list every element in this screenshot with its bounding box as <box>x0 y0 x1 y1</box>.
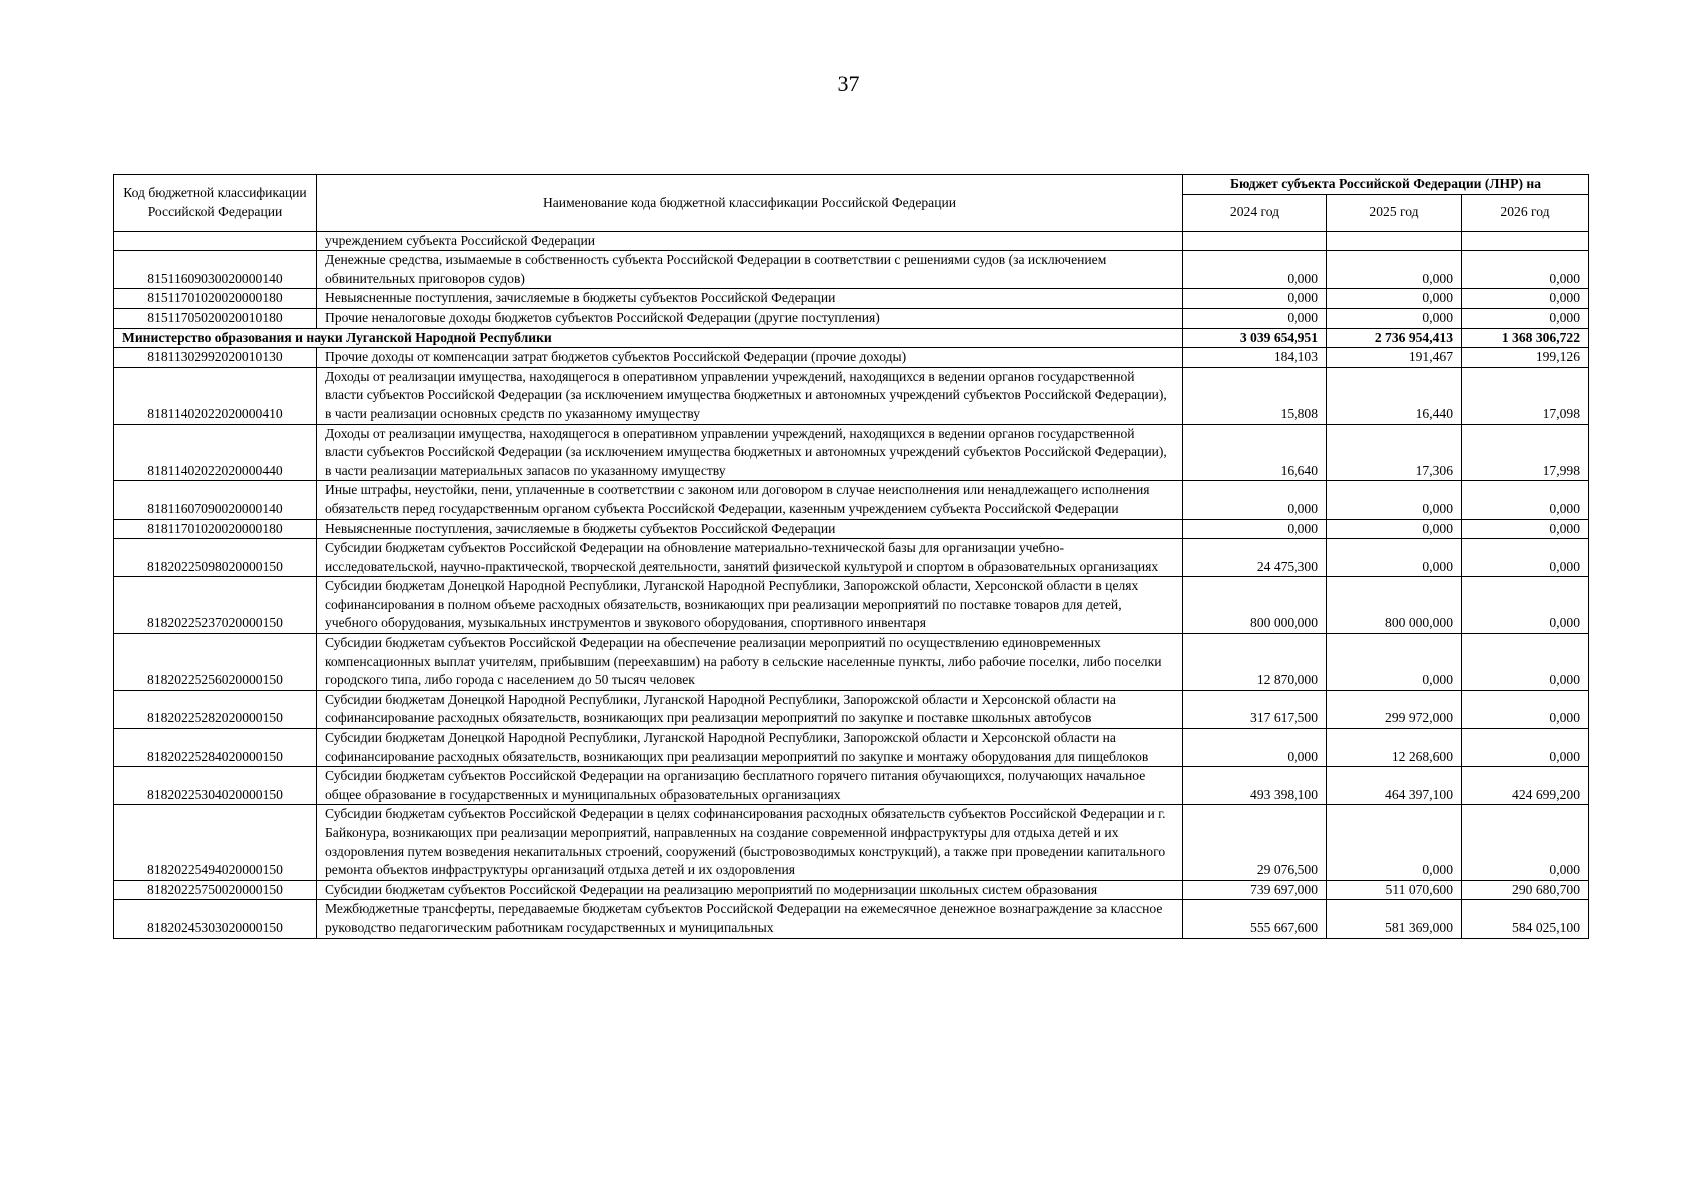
table-row <box>114 481 1589 519</box>
value-2024-cell: 0,000 <box>1183 481 1327 519</box>
value-2025-cell: 464 397,100 <box>1327 767 1462 805</box>
value-2024-cell: 0,000 <box>1183 289 1327 309</box>
value-2025-cell: 0,000 <box>1327 481 1462 519</box>
header-year-2026: 2026 год <box>1462 194 1589 231</box>
budget-code-cell: 81820225284020000150 <box>114 729 317 767</box>
value-2026-cell: 0,000 <box>1462 729 1589 767</box>
value-2024-cell: 12 870,000 <box>1183 634 1327 691</box>
table-row <box>114 634 1589 691</box>
value-2025-cell: 581 369,000 <box>1327 900 1462 938</box>
value-2026-cell: 0,000 <box>1462 289 1589 309</box>
table-row <box>114 767 1589 805</box>
table-header <box>114 175 1589 232</box>
value-2026-cell: 17,998 <box>1462 424 1589 481</box>
table-row <box>114 231 1589 251</box>
value-2026-cell: 0,000 <box>1462 519 1589 539</box>
value-2025-cell: 0,000 <box>1327 289 1462 309</box>
budget-code-cell: 81811302992020010130 <box>114 348 317 368</box>
budget-code-cell: 81820225494020000150 <box>114 805 317 880</box>
value-2024-cell: 29 076,500 <box>1183 805 1327 880</box>
table-row <box>114 900 1589 938</box>
budget-name-cell: Субсидии бюджетам субъектов Российской Федерации в целях софинансирования расходных обязательств субъектов Российской Федерации и г. Байконура, возникающих при реализации мероприятий, направленных на создание современной инфраструктуры для отдыха детей и их оздоровления путем возведения некапитальных строений, сооружений (быстровозводимых конструкций), а также при проведении капитального ремонта объектов инфраструктуры организаций отдыха детей и их оздоровления <box>317 805 1183 880</box>
budget-code-cell <box>114 231 317 251</box>
value-2026-cell: 424 699,200 <box>1462 767 1589 805</box>
value-2026-cell: 0,000 <box>1462 634 1589 691</box>
value-2025-cell: 299 972,000 <box>1327 690 1462 728</box>
budget-name-cell: Субсидии бюджетам Донецкой Народной Республики, Луганской Народной Республики, Запорожской области, Херсонской области в целях софинансирования в полном объеме расходных обязательств, возникающих при реализации мероприятий по поставке товаров для детей, учебного оборудования, музыкальных инструментов и звукового оборудования, спортивного инвентаря <box>317 577 1183 634</box>
value-2024-cell: 317 617,500 <box>1183 690 1327 728</box>
table-row <box>114 519 1589 539</box>
table-row <box>114 880 1589 900</box>
budget-name-cell: Доходы от реализации имущества, находящегося в оперативном управлении учреждений, находящихся в ведении органов государственной власти субъектов Российской Федерации (за исключением имущества бюджетных и автономных учреждений субъектов Российской Федерации), в части реализации основных средств по указанному имуществу <box>317 367 1183 424</box>
budget-name-cell: учреждением субъекта Российской Федерации <box>317 231 1183 251</box>
value-2024-cell: 0,000 <box>1183 251 1327 289</box>
value-2025-cell: 2 736 954,413 <box>1327 328 1462 348</box>
budget-code-cell: 81511609030020000140 <box>114 251 317 289</box>
ministry-total-label: Министерство образования и науки Луганской Народной Республики <box>114 328 1183 348</box>
value-2024-cell: 3 039 654,951 <box>1183 328 1327 348</box>
value-2024-cell: 0,000 <box>1183 308 1327 328</box>
budget-code-cell: 81820245303020000150 <box>114 900 317 938</box>
value-2026-cell <box>1462 231 1589 251</box>
value-2024-cell: 0,000 <box>1183 519 1327 539</box>
value-2024-cell: 184,103 <box>1183 348 1327 368</box>
page-number: 37 <box>837 71 860 96</box>
value-2025-cell: 0,000 <box>1327 251 1462 289</box>
value-2025-cell: 0,000 <box>1327 634 1462 691</box>
value-2026-cell: 290 680,700 <box>1462 880 1589 900</box>
table-row <box>114 577 1589 634</box>
table-row <box>114 539 1589 577</box>
budget-name-cell: Субсидии бюджетам Донецкой Народной Республики, Луганской Народной Республики, Запорожской области и Херсонской области на софинансирование расходных обязательств, возникающих при реализации мероприятий по закупке и монтажу оборудования для пищеблоков <box>317 729 1183 767</box>
budget-code-cell: 81511701020020000180 <box>114 289 317 309</box>
value-2024-cell: 493 398,100 <box>1183 767 1327 805</box>
header-year-2025: 2025 год <box>1327 194 1462 231</box>
value-2025-cell: 17,306 <box>1327 424 1462 481</box>
budget-name-cell: Субсидии бюджетам субъектов Российской Федерации на обеспечение реализации мероприятий по осуществлению единовременных компенсационных выплат учителям, прибывшим (переехавшим) на работу в сельские населенные пункты, либо рабочие поселки, либо поселки городского типа, либо города с населением до 50 тысяч человек <box>317 634 1183 691</box>
budget-code-cell: 81811402022020000440 <box>114 424 317 481</box>
value-2024-cell: 800 000,000 <box>1183 577 1327 634</box>
header-year-2024: 2024 год <box>1183 194 1327 231</box>
budget-name-cell: Невыясненные поступления, зачисляемые в бюджеты субъектов Российской Федерации <box>317 519 1183 539</box>
budget-code-cell: 81820225237020000150 <box>114 577 317 634</box>
table-row <box>114 308 1589 328</box>
table-row <box>114 424 1589 481</box>
value-2025-cell: 511 070,600 <box>1327 880 1462 900</box>
budget-name-cell: Субсидии бюджетам субъектов Российской Федерации на обновление материально-технической базы для организации учебно-исследовательской, научно-практической, творческой деятельности, занятий физической культурой и спортом в образовательных организациях <box>317 539 1183 577</box>
budget-code-cell: 81820225282020000150 <box>114 690 317 728</box>
value-2026-cell: 17,098 <box>1462 367 1589 424</box>
header-code: Код бюджетной классификации Российской Федерации <box>114 175 317 232</box>
budget-name-cell: Субсидии бюджетам Донецкой Народной Республики, Луганской Народной Республики, Запорожской области и Херсонской области на софинансирование расходных обязательств, возникающих при реализации мероприятий по закупке и поставке школьных автобусов <box>317 690 1183 728</box>
value-2026-cell: 0,000 <box>1462 577 1589 634</box>
value-2025-cell: 0,000 <box>1327 805 1462 880</box>
budget-code-cell: 81820225256020000150 <box>114 634 317 691</box>
value-2026-cell: 199,126 <box>1462 348 1589 368</box>
table-row <box>114 729 1589 767</box>
budget-name-cell: Субсидии бюджетам субъектов Российской Федерации на реализацию мероприятий по модернизации школьных систем образования <box>317 880 1183 900</box>
value-2024-cell: 16,640 <box>1183 424 1327 481</box>
budget-name-cell: Прочие доходы от компенсации затрат бюджетов субъектов Российской Федерации (прочие доходы) <box>317 348 1183 368</box>
value-2024-cell: 555 667,600 <box>1183 900 1327 938</box>
value-2024-cell: 15,808 <box>1183 367 1327 424</box>
budget-name-cell: Невыясненные поступления, зачисляемые в бюджеты субъектов Российской Федерации <box>317 289 1183 309</box>
value-2025-cell: 191,467 <box>1327 348 1462 368</box>
table-row <box>114 690 1589 728</box>
table-row <box>114 251 1589 289</box>
table-row <box>114 367 1589 424</box>
value-2025-cell: 800 000,000 <box>1327 577 1462 634</box>
budget-name-cell: Денежные средства, изымаемые в собственность субъекта Российской Федерации в соответствии с решениями судов (за исключением обвинительных приговоров судов) <box>317 251 1183 289</box>
budget-name-cell: Доходы от реализации имущества, находящегося в оперативном управлении учреждений, находящихся в ведении органов государственной власти субъектов Российской Федерации (за исключением имущества бюджетных и автономных учреждений субъектов Российской Федерации), в части реализации материальных запасов по указанному имуществу <box>317 424 1183 481</box>
value-2026-cell: 0,000 <box>1462 251 1589 289</box>
budget-name-cell: Межбюджетные трансферты, передаваемые бюджетам субъектов Российской Федерации на ежемесячное денежное вознаграждение за классное руководство педагогическим работникам государственных и муниципальных <box>317 900 1183 938</box>
value-2025-cell: 0,000 <box>1327 519 1462 539</box>
value-2026-cell: 0,000 <box>1462 690 1589 728</box>
header-budget-group: Бюджет субъекта Российской Федерации (ЛНР) на <box>1183 175 1589 195</box>
budget-code-cell: 81820225304020000150 <box>114 767 317 805</box>
budget-name-cell: Иные штрафы, неустойки, пени, уплаченные в соответствии с законом или договором в случае неисполнения или ненадлежащего исполнения обязательств перед государственным органом субъекта Российской Федерации, казенным учреждением субъекта Российской Федерации <box>317 481 1183 519</box>
budget-code-cell: 81820225750020000150 <box>114 880 317 900</box>
budget-code-cell: 81811402022020000410 <box>114 367 317 424</box>
header-name: Наименование кода бюджетной классификации Российской Федерации <box>317 175 1183 232</box>
value-2025-cell: 0,000 <box>1327 539 1462 577</box>
value-2024-cell: 24 475,300 <box>1183 539 1327 577</box>
budget-name-cell: Прочие неналоговые доходы бюджетов субъектов Российской Федерации (другие поступления) <box>317 308 1183 328</box>
value-2026-cell: 0,000 <box>1462 481 1589 519</box>
table-row <box>114 348 1589 368</box>
value-2024-cell: 0,000 <box>1183 729 1327 767</box>
budget-name-cell: Субсидии бюджетам субъектов Российской Федерации на организацию бесплатного горячего питания обучающихся, получающих начальное общее образование в государственных и муниципальных образовательных организациях <box>317 767 1183 805</box>
value-2025-cell <box>1327 231 1462 251</box>
table-row <box>114 328 1589 348</box>
table-row <box>114 805 1589 880</box>
value-2026-cell: 0,000 <box>1462 308 1589 328</box>
table-body <box>114 231 1589 938</box>
value-2026-cell: 1 368 306,722 <box>1462 328 1589 348</box>
budget-code-cell: 81811607090020000140 <box>114 481 317 519</box>
value-2025-cell: 12 268,600 <box>1327 729 1462 767</box>
table-row <box>114 289 1589 309</box>
value-2024-cell: 739 697,000 <box>1183 880 1327 900</box>
value-2026-cell: 0,000 <box>1462 539 1589 577</box>
value-2025-cell: 16,440 <box>1327 367 1462 424</box>
value-2026-cell: 0,000 <box>1462 805 1589 880</box>
budget-code-cell: 81811701020020000180 <box>114 519 317 539</box>
value-2026-cell: 584 025,100 <box>1462 900 1589 938</box>
budget-code-cell: 81511705020020010180 <box>114 308 317 328</box>
budget-code-cell: 81820225098020000150 <box>114 539 317 577</box>
budget-table <box>113 174 1589 939</box>
value-2024-cell <box>1183 231 1327 251</box>
value-2025-cell: 0,000 <box>1327 308 1462 328</box>
